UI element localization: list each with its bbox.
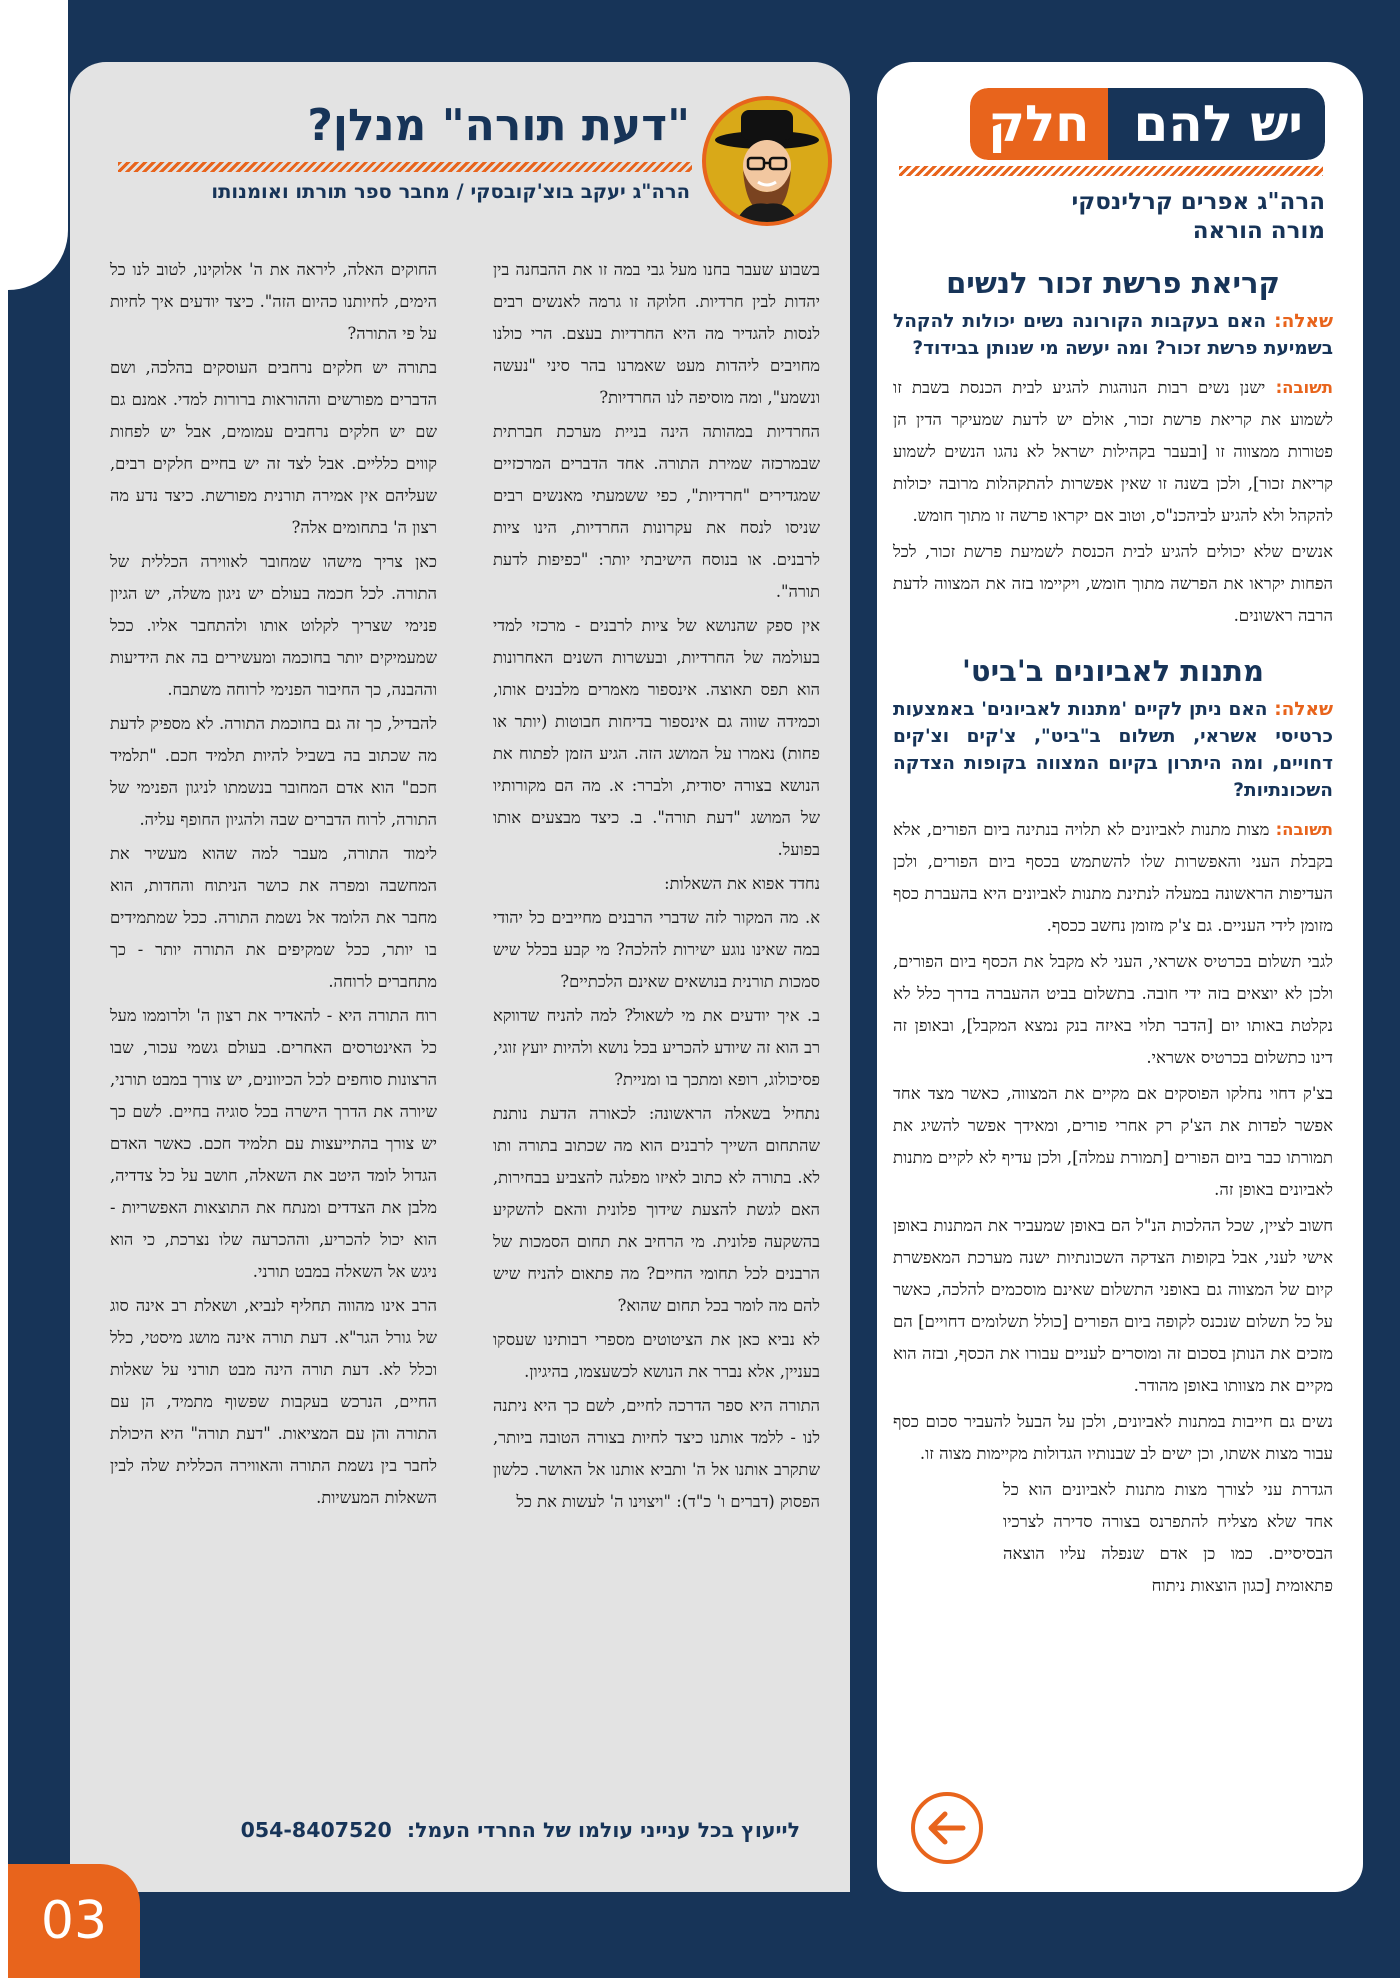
question-text: האם ניתן לקיים 'מתנות לאביונים' באמצעות כרטיסי אשראי, תשלום ב"ביט", צ'קים וצ'קים דחויים, ומה היתרון בקיום המצווה בקופות הצדקה השכונתיות? <box>893 699 1333 801</box>
article-paragraph: החוקים האלה, ליראה את ה' אלוקינו, לטוב לנו כל הימים, לחיותנו כהיום הזה". כיצד יודעים איך לחיות על פי התורה? <box>110 260 437 343</box>
article-paragraph: בשבוע שעבר בחנו מעל גבי במה זו את ההבחנה בין יהדות לבין חרדיות. חלוקה זו גרמה לאנשים רבים לנסות להגדיר מה היא החרדיות בעצם. הרי כולנו מחויבים ליהדות מעט שאמרנו בהר סיני "נעשה ונשמע", ומה מוסיפה לנו החרדיות? <box>493 260 820 407</box>
article-text-column-left <box>110 254 437 1516</box>
logo-orange-part: חלק <box>970 88 1107 160</box>
qa-author <box>905 188 1325 246</box>
back-arrow-icon[interactable] <box>911 1792 983 1864</box>
article-text-column-right <box>493 254 820 1520</box>
paragraph: בצ'ק דחוי נחלקו הפוסקים אם מקיים את המצווה, כאשר מצד אחד אפשר לפדות את הצ'ק רק אחרי פורים, ומאידך אפשר להשיג את תמורתו כבר ביום הפורים [תמורת עמלה], ולכן עדיף לא לקיים מתנות לאביונים באופן זה. <box>893 1084 1333 1199</box>
answer-label: תשובה: <box>1275 378 1334 397</box>
question <box>893 696 1333 804</box>
article-paragraph: התורה היא ספר הדרכה לחיים, לשם כך היא ניתנה לנו - ללמד אותנו כיצד לחיות בצורה הטובה ביותר, שתקרב אותנו אל ה' ותביא אותנו אל האושר. כלשון הפסוק (דברים ו' כ"ד): "ויצוינו ה' לעשות את כל <box>493 1396 820 1511</box>
corner-notch <box>8 0 68 290</box>
article-paragraph: אין ספק שהנושא של ציות לרבנים - מרכזי למדי בעולמה של החרדיות, ובעשרות השנים האחרונות הוא תפס תאוצה. אינספור מאמרים מלבנים אותו, וכמידה שווה גם אינספור בדיחות חבוטות (יותר או פחות) נאמרו על המושג הזה. הגיע הזמן לפתוח את הנושא בצורה יסודית, ולברר: א. מה הם מקורותיו של המושג "דעת תורה". ב. כיצד מבצעים אותו בפועל. <box>493 616 820 859</box>
article-paragraph: א. מה המקור לזה שדברי הרבנים מחייבים כל יהודי במה שאינו נוגע ישירות להלכה? מי קבע בכלל שיש סמכות תורנית בנושאים שאינם הלכתיים? <box>493 908 820 991</box>
answer-text: מצות מתנות לאביונים לא תלויה בנתינה ביום הפורים, אלא בקבלת העני והאפשרות שלו להשתמש בכסף ביום הפורים, ולכן העדיפות הראשונה במעלה לנתינת מתנות לאביונים היא בהעברת כסף מזומן לידי העניים. גם צ'ק מזומן נחשב ככסף. <box>893 820 1333 935</box>
question-label: שאלה: <box>1274 699 1333 720</box>
hatched-divider <box>118 162 692 172</box>
consult-footer <box>100 1818 800 1842</box>
section-title: קריאת פרשת זכור לנשים <box>946 266 1280 300</box>
page-edge <box>0 0 8 1978</box>
article-paragraph: להבדיל, כך זה גם בחוכמת התורה. לא מספיק לדעת מה שכתוב בה בשביל להיות תלמיד חכם. "תלמיד חכם" הוא אדם המחובר בנשמתו לניגון הפנימי של התורה, לרוח הדברים שבה ולהגיון החופף עליה. <box>110 714 437 829</box>
article-paragraph: ב. איך יודעים את מי לשאול? למה להניח שדווקא רב הוא זה שיודע להכריע בכל נושא ולהיות יועץ זוגי, פסיכולוג, רופא ומתכך בו ומניית? <box>493 1006 820 1089</box>
paragraph: חשוב לציין, שכל ההלכות הנ"ל הם באופן שמעביר את המתנות באופן אישי לעני, אבל בקופות הצדקה השכונתיות ישנה מערכת המאפשרת קיום של המצווה גם באופני התשלום שאינם מוסכמים להלכה, כאשר על כל תשלום שנכנס לקופה ביום הפורים [כולל תשלומים דחויים] הם מזכים את הנותן בסכום זה ומוסרים לעניים עבורו את הכסף, ובזה הוא מקיים את מצוותו באופן מהודר. <box>893 1216 1333 1395</box>
author-role: מורה הוראה <box>1192 218 1325 244</box>
article-paragraph: החרדיות במהותה הינה בניית מערכת חברתית שבמרכזה שמירת התורה. אחד הדברים המרכזיים שמגדירים "חרדיות", כפי ששמעתי מאנשים רבים שניסו לנסח את עקרונות החרדיות, הינו ציות לרבנים. או בנוסח הישיבתי יותר: "כפיפות לדעת תורה". <box>493 422 820 601</box>
author-name: הרה"ג אפרים קרלינסקי <box>1071 189 1325 215</box>
article-paragraph: כאן צריך מישהו שמחובר לאווירה הכללית של התורה. לכל חכמה בעולם יש ניגון משלה, יש הגיון פנימי שצריך לקלוט אותו ולהתחבר אליו. ככל שמעמיקים יותר בחוכמה ומעשירים בה את הידיעות וההבנה, כך החיבור הפנימי לרוחה משתבח. <box>110 552 437 699</box>
qa-content <box>893 260 1333 1606</box>
article-paragraph: בתורה יש חלקים נרחבים העוסקים בהלכה, ושם הדברים מפורשים וההוראות ברורות למדי. אמנם גם שם יש חלקים נרחבים עמומים, אבל יש לפחות קווים כלליים. אבל לצד זה יש בחיים חלקים רבים, שעליהם אין אמירה תורנית מפורשת. כיצד נדע מה רצון ה' בתחומים אלה? <box>110 358 437 537</box>
rabbi-avatar-icon <box>702 96 832 226</box>
question <box>893 308 1333 362</box>
answer <box>893 814 1333 942</box>
question-text: האם בעקבות הקורונה נשים יכולות להקהל בשמיעת פרשת זכור? ומה יעשה מי שנותן בבידוד? <box>893 311 1333 359</box>
article-paragraph: הרב אינו מהווה תחליף לנביא, ושאלת רב אינה סוג של גורל הגר"א. דעת תורה אינה מושג מיסטי, כלל וכלל לא. דעת תורה הינה מבט תורני על שאלות החיים, הנרכש בעקבות שפשוף מתמיד, הן עם התורה והן עם המציאות. "דעת תורה" היא היכולת לחבר בין נשמת התורה והאווירה הכללית שלה לבין השאלות המעשיות. <box>110 1296 437 1507</box>
page-number: 03 <box>8 1864 140 1978</box>
article-paragraph: רוח התורה היא - להאדיר את רצון ה' ולרוממו מעל כל האינטרסים האחרים. בעולם גשמי עכור, שבו הרצונות סוחפים לכל הכיוונים, יש צורך במבט תורני, שיורה את הדרך הישרה בכל סוגיה בחיים. לשם כך יש צורך בהתייעצות עם תלמיד חכם. כאשר האדם הגדול לומד היטב את השאלה, חושב על כל צדדיה, מלבן את הצדדים ומנתח את התוצאות האפשריות - הוא יכול להכריע, וההכרעה שלו נצרכת, כי הוא ניגש אל השאלה במבט תורני. <box>110 1006 437 1281</box>
footer-text: לייעוץ בכל ענייני עולמו של החרדי העמל: <box>406 1818 800 1842</box>
paragraph: לגבי תשלום בכרטיס אשראי, העני לא מקבל את הכסף ביום הפורים, ולכן לא יוצאים בזה ידי חובה. בתשלום בביט ההעברה בדרך כלל לא נקלטת באותו יום [הדבר תלוי באיזה בנק נמצא המקבל], ובאופן זה דינו כתשלום בכרטיס אשראי. <box>893 952 1333 1067</box>
article-paragraph: נחדד אפוא את השאלות: <box>664 874 820 893</box>
paragraph: הגדרת עני לצורך מצות מתנות לאביונים הוא כל אחד שלא מצליח להתפרנס בצורה סדירה לצרכיו הבסיסיים. כמו כן אדם שנפלה עליו הוצאה פתאומית [כגון הוצאות ניתוח <box>1003 1480 1333 1595</box>
paragraph: נשים גם חייבות במתנות לאביונים, ולכן על הבעל להעביר סכום כסף עבור מצות אשתו, וכן ישים לב שבנותיו הגדולות מקיימות מצוה זו. <box>893 1412 1333 1463</box>
section-title: מתנות לאביונים ב'ביט' <box>962 654 1264 688</box>
article-column <box>70 62 850 1892</box>
answer-label: תשובה: <box>1275 820 1334 839</box>
article-paragraph: לא נביא כאן את הציטוטים מספרי רבותינו שעסקו בעניין, אלא נברר את הנושא לכשעצמו, בהיגיון. <box>493 1330 820 1381</box>
article-author: הרה"ג יעקב בוצ'קובסקי / מחבר ספר תורתו ואומנותו <box>211 180 690 203</box>
question-label: שאלה: <box>1274 311 1333 332</box>
paragraph: אנשים שלא יכולים להגיע לבית הכנסת לשמיעת פרשת זכור, לכל הפחות יקראו את הפרשה מתוך חומש, ויקיימו בזה את המצווה לדעת הרבה ראשונים. <box>893 542 1333 625</box>
article-paragraph: לימוד התורה, מעבר למה שהוא מעשיר את המחשבה ומפרה את כושר הניתוח והחדות, הוא מחבר את הלומד אל נשמת התורה. ככל שמתמידים בו יותר, ככל שמקיפים את התורה יותר - כך מתחברים לרוחה. <box>110 844 437 991</box>
column-logo <box>970 88 1325 160</box>
footer-phone[interactable]: 054-8407520 <box>240 1818 392 1842</box>
answer-text: ישנן נשים רבות הנוהגות להגיע לבית הכנסת בשבת זו לשמוע את קריאת פרשת זכור, אולם יש לדעת שמעיקר הדין הן פטורות ממצווה זו [ובעבר בקהילות ישראל לא נהגו הנשים לשמוע קריאת זכור], ולכן בשנה זו שאין אפשרות להתקהלות מרובה יכולות להקהל ולא להגיע לביהכנ"ס, וטוב אם יקראו פרשה זו מתוך חומש. <box>893 378 1333 525</box>
qa-column <box>877 62 1363 1892</box>
logo-navy-part: יש להם <box>1108 88 1325 160</box>
hatched-divider <box>899 166 1323 176</box>
answer <box>893 372 1333 532</box>
article-paragraph: נתחיל בשאלה הראשונה: לכאורה הדעת נותנת שהתחום השייך לרבנים הוא מה שכתוב בתורה ותו לא. בתורה לא כתוב לאיזו מפלגה להצביע בבחירות, האם לגשת להצעת שידוך פלונית והאם להשקיע בהשקעה פלונית. מי הרחיב את תחום הסמכות של הרבנים לכל תחומי החיים? מה פתאום להניח שיש להם מה לומר בכל תחום שהוא? <box>493 1104 820 1315</box>
article-title: "דעת תורה" מנלן? <box>307 100 690 151</box>
